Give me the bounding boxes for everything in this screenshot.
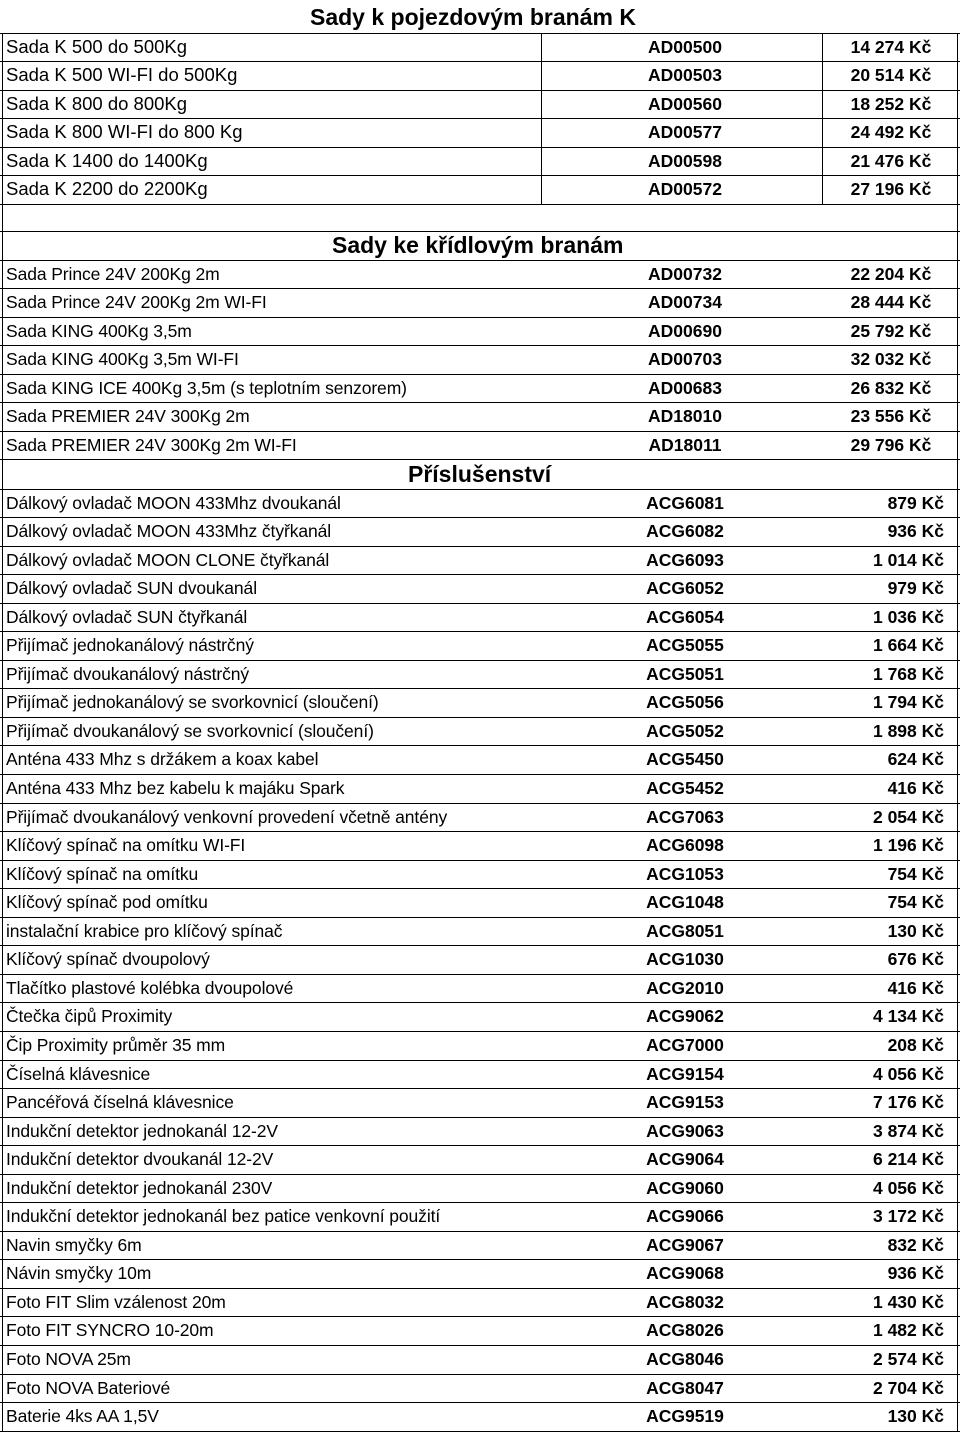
table-row xyxy=(0,974,960,1002)
item-price: 20 514 Kč xyxy=(850,65,932,86)
row-divider xyxy=(0,288,960,289)
row-divider xyxy=(0,1402,960,1403)
row-divider xyxy=(0,374,960,375)
table-row xyxy=(0,1145,960,1173)
item-code: ACG5052 xyxy=(646,720,724,741)
item-code: AD00703 xyxy=(648,349,722,370)
item-name: Sada KING ICE 400Kg 3,5m (s teplotním senzorem) xyxy=(6,377,407,398)
row-divider xyxy=(0,147,960,148)
section-title: Sady ke křídlovým branám xyxy=(332,232,624,258)
table-row xyxy=(0,603,960,631)
table-row xyxy=(0,1231,960,1259)
row-divider xyxy=(0,831,960,832)
row-divider xyxy=(0,402,960,403)
item-name: Sada Prince 24V 200Kg 2m WI-FI xyxy=(6,292,267,313)
item-code: ACG5055 xyxy=(646,635,724,656)
item-price: 2 704 Kč xyxy=(872,1377,944,1398)
item-name: Indukční detektor jednokanál 230V xyxy=(6,1177,273,1198)
column-divider xyxy=(2,231,3,460)
column-divider xyxy=(2,33,3,231)
table-row xyxy=(0,489,960,517)
table-row xyxy=(0,1316,960,1344)
item-name: Sada K 500 WI-FI do 500Kg xyxy=(6,64,238,86)
item-code: AD00500 xyxy=(648,36,722,57)
row-divider xyxy=(0,431,960,432)
item-price: 832 Kč xyxy=(887,1234,944,1255)
item-name: Tlačítko plastové kolébka dvoupolové xyxy=(6,977,294,998)
table-row xyxy=(0,1088,960,1116)
item-code: ACG9060 xyxy=(646,1177,724,1198)
item-code: AD18011 xyxy=(648,434,722,455)
item-price: 676 Kč xyxy=(887,949,944,970)
item-name: Klíčový spínač pod omítku xyxy=(6,892,208,913)
table-row xyxy=(0,431,960,459)
item-name: Návin smyčky 10m xyxy=(6,1263,152,1284)
row-divider xyxy=(0,231,960,232)
item-price: 1 036 Kč xyxy=(872,606,944,627)
item-price: 22 204 Kč xyxy=(850,263,932,284)
item-price: 4 056 Kč xyxy=(872,1177,944,1198)
table-row xyxy=(0,831,960,859)
item-price: 130 Kč xyxy=(887,1406,944,1427)
row-divider xyxy=(0,1345,960,1346)
item-code: ACG1030 xyxy=(646,949,724,970)
item-code: ACG9066 xyxy=(646,1206,724,1227)
item-price: 26 832 Kč xyxy=(850,377,932,398)
item-name: Přijímač dvoukanálový venkovní provedení včetně antény xyxy=(6,806,448,827)
table-row xyxy=(0,888,960,916)
row-divider xyxy=(0,717,960,718)
item-name: Číselná klávesnice xyxy=(6,1063,151,1084)
item-name: Sada Prince 24V 200Kg 2m xyxy=(6,263,220,284)
row-divider xyxy=(0,1002,960,1003)
column-divider xyxy=(957,231,958,460)
table-row xyxy=(0,860,960,888)
table-row xyxy=(0,945,960,973)
row-divider xyxy=(0,546,960,547)
table-row xyxy=(0,574,960,602)
table-row xyxy=(0,745,960,773)
column-divider xyxy=(541,33,542,204)
row-divider xyxy=(0,774,960,775)
item-code: AD00690 xyxy=(648,320,722,341)
item-code: ACG1053 xyxy=(646,863,724,884)
table-row xyxy=(0,1031,960,1059)
item-name: Baterie 4ks AA 1,5V xyxy=(6,1406,159,1427)
table-row xyxy=(0,402,960,430)
table-row xyxy=(0,33,960,61)
table-row xyxy=(0,631,960,659)
item-price: 18 252 Kč xyxy=(850,93,932,114)
table-row xyxy=(0,1345,960,1373)
item-price: 4 134 Kč xyxy=(872,1006,944,1027)
item-price: 754 Kč xyxy=(887,863,944,884)
item-code: ACG7063 xyxy=(646,806,724,827)
table-row xyxy=(0,317,960,345)
section-title: Příslušenství xyxy=(408,461,552,487)
item-name: Foto FIT SYNCRO 10-20m xyxy=(6,1320,214,1341)
item-price: 29 796 Kč xyxy=(850,434,932,455)
item-price: 1 014 Kč xyxy=(872,549,944,570)
item-code: ACG8032 xyxy=(646,1291,724,1312)
row-divider xyxy=(0,803,960,804)
table-row xyxy=(0,688,960,716)
row-divider xyxy=(0,1316,960,1317)
item-price: 1 430 Kč xyxy=(872,1291,944,1312)
item-price: 3 874 Kč xyxy=(872,1120,944,1141)
item-name: Foto NOVA 25m xyxy=(6,1349,131,1369)
item-code: ACG1048 xyxy=(646,892,724,913)
item-name: Čtečka čipů Proximity xyxy=(6,1006,173,1027)
item-name: Foto FIT Slim vzálenost 20m xyxy=(6,1291,226,1312)
row-divider xyxy=(0,660,960,661)
table-row xyxy=(0,345,960,373)
item-code: ACG9063 xyxy=(646,1120,724,1141)
column-divider xyxy=(957,459,958,1430)
table-row xyxy=(0,1117,960,1145)
item-code: ACG6054 xyxy=(646,606,724,627)
item-name: Indukční detektor jednokanál 12-2V xyxy=(6,1120,278,1141)
item-name: Sada K 800 WI-FI do 800 Kg xyxy=(6,121,243,143)
item-name: Foto NOVA Bateriové xyxy=(6,1377,171,1398)
row-divider xyxy=(0,345,960,346)
row-divider xyxy=(0,204,960,205)
item-code: ACG5056 xyxy=(646,692,724,713)
row-divider xyxy=(0,1202,960,1203)
item-price: 7 176 Kč xyxy=(872,1092,944,1113)
item-name: Sada K 500 do 500Kg xyxy=(6,35,188,57)
table-row xyxy=(0,1259,960,1287)
item-code: AD00734 xyxy=(648,292,722,313)
table-row xyxy=(0,90,960,118)
row-divider xyxy=(0,1031,960,1032)
item-name: Dálkový ovladač MOON 433Mhz dvoukanál xyxy=(6,492,341,513)
item-code: ACG6081 xyxy=(646,492,724,513)
item-price: 936 Kč xyxy=(887,1263,944,1284)
table-row xyxy=(0,118,960,146)
section-title: Sady k pojezdovým branám K xyxy=(310,4,636,30)
item-price: 24 492 Kč xyxy=(850,122,932,143)
item-price: 28 444 Kč xyxy=(850,292,932,313)
item-code: AD00577 xyxy=(648,122,722,143)
item-price: 1 794 Kč xyxy=(872,692,944,713)
item-name: Sada KING 400Kg 3,5m xyxy=(6,320,192,341)
item-code: AD00572 xyxy=(648,179,722,200)
column-divider xyxy=(2,459,3,1430)
item-name: Sada K 1400 do 1400Kg xyxy=(6,149,208,171)
item-price: 32 032 Kč xyxy=(850,349,932,370)
row-divider xyxy=(0,260,960,261)
item-price: 3 172 Kč xyxy=(872,1206,944,1227)
item-code: ACG5452 xyxy=(646,778,724,798)
item-price: 936 Kč xyxy=(887,521,944,542)
item-name: Klíčový spínač na omítku WI-FI xyxy=(6,835,246,856)
item-name: Sada KING 400Kg 3,5m WI-FI xyxy=(6,349,239,370)
item-price: 1 768 Kč xyxy=(872,663,944,684)
item-price: 754 Kč xyxy=(887,892,944,913)
item-name: Sada PREMIER 24V 300Kg 2m xyxy=(6,406,250,427)
item-code: ACG6082 xyxy=(646,521,724,542)
item-code: ACG6052 xyxy=(646,578,724,599)
table-row xyxy=(0,175,960,203)
item-name: instalační krabice pro klíčový spínač xyxy=(6,920,283,941)
item-name: Klíčový spínač na omítku xyxy=(6,863,199,884)
item-code: ACG8026 xyxy=(646,1320,724,1341)
item-code: ACG9154 xyxy=(646,1063,724,1084)
row-divider xyxy=(0,1231,960,1232)
item-name: Přijímač jednokanálový nástrčný xyxy=(6,635,254,656)
item-code: ACG9067 xyxy=(646,1234,724,1255)
item-code: ACG5450 xyxy=(646,749,724,770)
table-row xyxy=(0,1002,960,1030)
table-row xyxy=(0,546,960,574)
row-divider xyxy=(0,459,960,460)
item-price: 2 054 Kč xyxy=(872,806,944,827)
item-code: AD00503 xyxy=(648,65,722,86)
row-divider xyxy=(0,90,960,91)
item-code: AD00560 xyxy=(648,93,722,114)
table-row xyxy=(0,1202,960,1230)
item-name: Sada K 2200 do 2200Kg xyxy=(6,178,208,200)
row-divider xyxy=(0,1174,960,1175)
row-divider xyxy=(0,574,960,575)
item-code: AD00598 xyxy=(648,150,722,171)
item-code: ACG6093 xyxy=(646,549,724,570)
item-code: ACG9062 xyxy=(646,1006,724,1027)
item-price: 208 Kč xyxy=(887,1034,944,1055)
row-divider xyxy=(0,745,960,746)
item-code: ACG8046 xyxy=(646,1349,724,1369)
item-price: 1 482 Kč xyxy=(872,1320,944,1341)
row-divider xyxy=(0,1060,960,1061)
column-divider xyxy=(957,33,958,231)
row-divider xyxy=(0,317,960,318)
item-price: 23 556 Kč xyxy=(850,406,932,427)
row-divider xyxy=(0,917,960,918)
item-price: 6 214 Kč xyxy=(872,1149,944,1170)
row-divider xyxy=(0,1117,960,1118)
item-code: AD00732 xyxy=(648,263,722,284)
row-divider xyxy=(0,1288,960,1289)
table-row xyxy=(0,1060,960,1088)
item-price: 27 196 Kč xyxy=(850,179,932,200)
item-code: ACG9064 xyxy=(646,1149,724,1170)
item-code: ACG9519 xyxy=(646,1406,724,1427)
item-price: 21 476 Kč xyxy=(850,150,932,171)
row-divider xyxy=(0,118,960,119)
item-price: 1 664 Kč xyxy=(872,635,944,656)
item-code: ACG2010 xyxy=(646,977,724,998)
row-divider xyxy=(0,489,960,490)
row-divider xyxy=(0,945,960,946)
item-code: ACG8051 xyxy=(646,920,724,941)
table-row xyxy=(0,803,960,831)
item-price: 14 274 Kč xyxy=(850,36,932,57)
item-name: Sada PREMIER 24V 300Kg 2m WI-FI xyxy=(6,434,297,455)
item-price: 4 056 Kč xyxy=(872,1063,944,1084)
row-divider xyxy=(0,974,960,975)
item-name: Dálkový ovladač SUN dvoukanál xyxy=(6,578,257,599)
item-name: Navin smyčky 6m xyxy=(6,1234,142,1255)
row-divider xyxy=(0,517,960,518)
row-divider xyxy=(0,688,960,689)
item-code: ACG7000 xyxy=(646,1034,724,1055)
item-price: 416 Kč xyxy=(887,977,944,998)
item-code: ACG6098 xyxy=(646,835,724,856)
item-price: 130 Kč xyxy=(887,920,944,941)
table-row xyxy=(0,1174,960,1202)
item-code: ACG9068 xyxy=(646,1263,724,1284)
table-row xyxy=(0,288,960,316)
row-divider xyxy=(0,61,960,62)
item-price: 624 Kč xyxy=(887,749,944,770)
row-divider xyxy=(0,631,960,632)
item-code: ACG9153 xyxy=(646,1092,724,1113)
item-name: Anténa 433 Mhz bez kabelu k majáku Spark xyxy=(6,778,345,798)
row-divider xyxy=(0,1088,960,1089)
item-price: 1 196 Kč xyxy=(872,835,944,856)
item-name: Dálkový ovladač SUN čtyřkanál xyxy=(6,606,248,627)
item-name: Přijímač dvoukanálový se svorkovnicí (sloučení) xyxy=(6,720,374,741)
table-row xyxy=(0,1288,960,1316)
row-divider xyxy=(0,603,960,604)
table-row xyxy=(0,517,960,545)
item-price: 25 792 Kč xyxy=(850,320,932,341)
table-row xyxy=(0,917,960,945)
item-code: ACG8047 xyxy=(646,1377,724,1398)
table-row xyxy=(0,374,960,402)
item-name: Dálkový ovladač MOON CLONE čtyřkanál xyxy=(6,549,330,570)
item-price: 879 Kč xyxy=(887,492,944,513)
table-row xyxy=(0,1402,960,1430)
item-price: 2 574 Kč xyxy=(872,1349,944,1369)
table-row xyxy=(0,61,960,89)
table-row xyxy=(0,260,960,288)
item-code: AD18010 xyxy=(648,406,722,427)
item-code: ACG5051 xyxy=(646,663,724,684)
item-name: Indukční detektor dvoukanál 12-2V xyxy=(6,1149,274,1170)
item-price: 1 898 Kč xyxy=(872,720,944,741)
item-name: Přijímač jednokanálový se svorkovnicí (sloučení) xyxy=(6,692,379,713)
column-divider xyxy=(822,33,823,204)
item-code: AD00683 xyxy=(648,377,722,398)
item-price: 979 Kč xyxy=(887,578,944,599)
row-divider xyxy=(0,33,960,34)
item-name: Indukční detektor jednokanál bez patice venkovní použití xyxy=(6,1206,441,1227)
item-name: Přijímač dvoukanálový nástrčný xyxy=(6,663,250,684)
table-row xyxy=(0,774,960,802)
item-name: Pancéřová číselná klávesnice xyxy=(6,1092,234,1113)
table-row xyxy=(0,717,960,745)
item-name: Dálkový ovladač MOON 433Mhz čtyřkanál xyxy=(6,521,332,542)
row-divider xyxy=(0,860,960,861)
table-row xyxy=(0,1374,960,1402)
item-name: Sada K 800 do 800Kg xyxy=(6,92,188,114)
item-name: Anténa 433 Mhz s držákem a koax kabel xyxy=(6,749,319,770)
item-price: 416 Kč xyxy=(887,778,944,798)
row-divider xyxy=(0,888,960,889)
table-row xyxy=(0,660,960,688)
row-divider xyxy=(0,1145,960,1146)
row-divider xyxy=(0,1374,960,1375)
item-name: Čip Proximity průměr 35 mm xyxy=(6,1034,226,1055)
row-divider xyxy=(0,1259,960,1260)
row-divider xyxy=(0,175,960,176)
table-row xyxy=(0,147,960,175)
item-name: Klíčový spínač dvoupolový xyxy=(6,949,210,970)
